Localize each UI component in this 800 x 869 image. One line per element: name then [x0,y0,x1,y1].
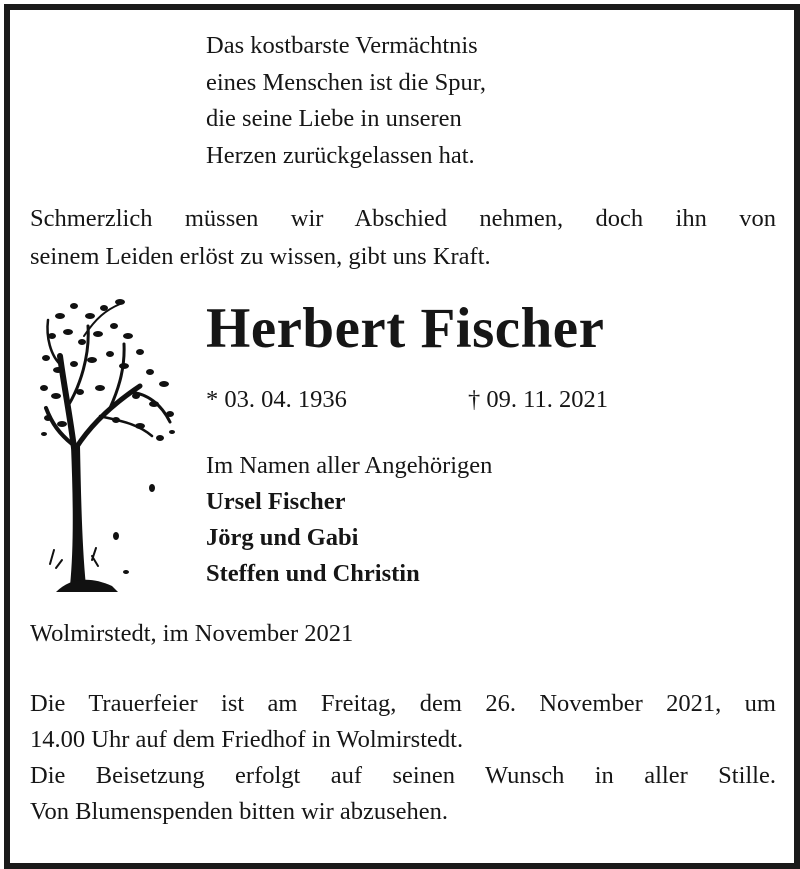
mourner-name: Ursel Fischer [206,488,346,515]
mourners-block [206,448,492,592]
motto-line: eines Menschen ist die Spur, [206,68,487,96]
motto-line: Herzen zurückgelassen hat. [206,141,475,169]
motto-line: Das kostbarste Vermächtnis [206,32,478,59]
mourner-name: Jörg und Gabi [206,524,359,551]
birth-date: * 03. 04. 1936 [206,386,347,413]
notice-line: Die Trauerfeier ist am Freitag, dem 26. November 2021, um [30,690,776,717]
intro-text [30,200,776,276]
intro-line: seinem Leiden erlöst zu wissen, gibt uns Kraft. [30,243,491,270]
funeral-notice [30,686,776,830]
death-date: † 09. 11. 2021 [468,386,608,413]
mourners-intro: Im Namen aller Angehörigen [206,452,493,479]
deceased-name: Herbert Fischer [206,297,605,360]
notice-line: 14.00 Uhr auf dem Friedhof in Wolmirstedt. [30,726,464,753]
motto-poem [206,28,486,174]
motto-line: die seine Liebe in unseren [206,105,462,132]
notice-line: Von Blumenspenden bitten wir abzusehen. [30,798,449,825]
tree-icon [40,296,180,606]
intro-line: Schmerzlich müssen wir Abschied nehmen, doch ihn von [30,205,776,232]
mourner-name: Steffen und Christin [206,560,420,587]
notice-line: Die Beisetzung erfolgt auf seinen Wunsch in aller Stille. [30,762,776,789]
place-date: Wolmirstedt, im November 2021 [30,620,354,647]
